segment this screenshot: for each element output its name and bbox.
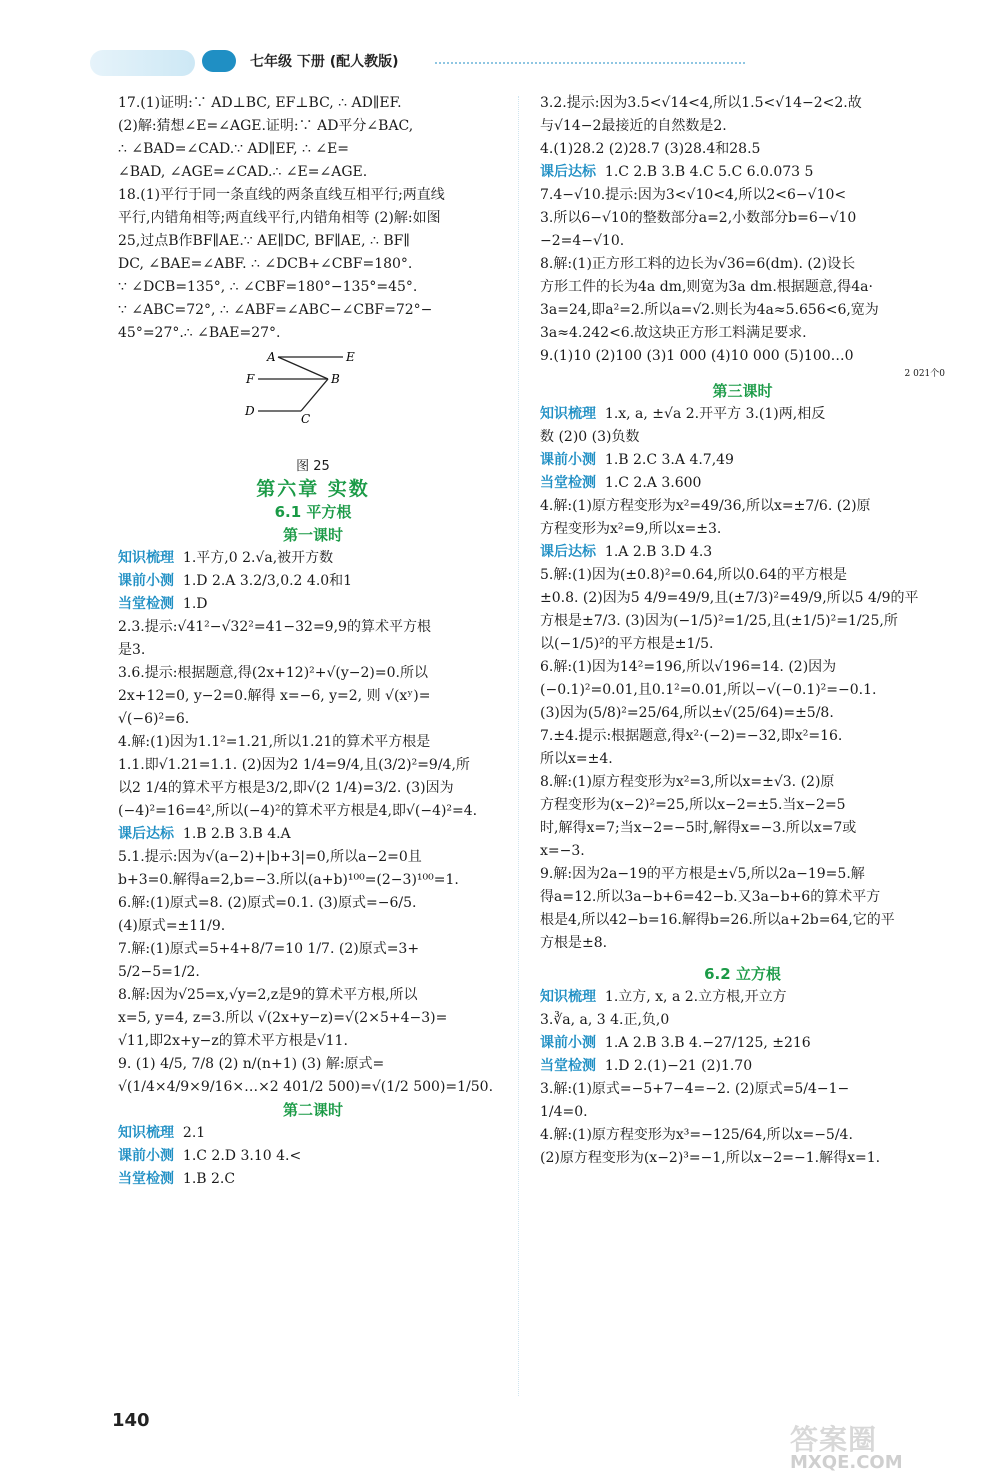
r4b-line: 4.解:(1)原方程变形为x²=49/36,所以x=±7/6. (2)原 [540, 498, 871, 514]
header-dotted-rule [435, 62, 745, 64]
heading-keqian: 课前小测 [540, 1035, 596, 1051]
q2-line: 是3. [118, 642, 146, 658]
answer-text: 2.1 [182, 1125, 206, 1141]
header-decor-band [90, 50, 195, 76]
r3c-line: 1/4=0. [540, 1104, 588, 1120]
r9b-line: 得a=12.所以3a−b+6=42−b.又3a−b+6的算术平方 [540, 889, 881, 905]
q8-line: 8.解:因为√25=x,√y=2,z是9的算术平方根,所以 [118, 987, 418, 1003]
r7-line: −2=4−√10. [540, 233, 625, 249]
header-title: 七年级 下册 (配人教版) [250, 54, 399, 70]
r3-line: 与√14−2最接近的自然数是2. [540, 118, 727, 134]
left-column [118, 92, 508, 1191]
q17-line: (2)解:猜想∠E=∠AGE.证明:∵ AD平分∠BAC, [118, 118, 414, 134]
heading-kehou: 课后达标 [118, 826, 174, 842]
r6-line: (3)因为(5/8)²=25/64,所以±√(25/64)=±5/8. [540, 705, 834, 721]
r4b-line: 方程变形为x²=9,所以x=±3. [540, 521, 722, 537]
figure-caption: 图 25 [296, 459, 330, 474]
r8b-line: x=−3. [540, 843, 585, 859]
answer-text: 1.B 2.C 3.A 4.7,49 [604, 452, 734, 468]
q8-line: x=5, y=4, z=3.所以 √(2x+y−z)=√(2×5+4−3)= [118, 1010, 448, 1026]
r8b-line: 时,解得x=7;当x−2=−5时,解得x=−3.所以x=7或 [540, 820, 857, 836]
answer-text: 1.B 2.C [182, 1171, 236, 1187]
q18-line: 25,过点B作BF∥AE.∵ AE∥DC, BF∥AE, ∴ BF∥ [118, 233, 410, 249]
heading-zhishi: 知识梳理 [118, 1125, 174, 1141]
label-d: D [245, 404, 255, 418]
r7-line: 7.4−√10.提示:因为3<√10<4,所以2<6−√10< [540, 187, 847, 203]
q4-line: 4.解:(1)因为1.1²=1.21,所以1.21的算术平方根是 [118, 734, 431, 750]
q3-line: √(−6)²=6. [118, 711, 190, 727]
answer-text: 1.D [182, 596, 208, 612]
heading-kehou: 课后达标 [540, 164, 596, 180]
figure-25 [118, 345, 508, 455]
series-logo-icon [202, 50, 236, 72]
right-column [540, 92, 945, 1170]
q8-line: √11,即2x+y−z的算术平方根是√11. [118, 1033, 348, 1049]
answer-text: 1.A 2.B 3.B 4.−27/125, ±216 [604, 1035, 811, 1051]
q7-line: 5/2−5=1/2. [118, 964, 200, 980]
r7b-line: 7.±4.提示:根据题意,得x²·(−2)=−32,即x²=16. [540, 728, 843, 744]
q3-line: 3.6.提示:根据题意,得(2x+12)²+√(y−2)=0.所以 [118, 665, 428, 681]
heading-keqian: 课前小测 [540, 452, 596, 468]
heading-kehou: 课后达标 [540, 544, 596, 560]
answer-text: 1.B 2.B 3.B 4.A [182, 826, 291, 842]
q4-line: (−4)²=16=4²,所以(−4)²的算术平方根是4,即√(−4)²=4. [118, 803, 478, 819]
lesson-title: 第二课时 [282, 1101, 343, 1119]
q6-line: 6.解:(1)原式=8. (2)原式=0.1. (3)原式=−6/5. [118, 895, 417, 911]
label-b: B [331, 372, 340, 386]
label-e: E [346, 350, 355, 364]
q17-line: ∠BAD, ∠AGE=∠CAD.∴ ∠E=∠AGE. [118, 164, 368, 180]
page-number: 140 [112, 1410, 150, 1431]
section-title: 6.1 平方根 [274, 503, 352, 521]
heading-zhishi: 知识梳理 [540, 989, 596, 1005]
heading-dangtang: 当堂检测 [118, 1171, 174, 1187]
r5-line: 方根是±7/3. (3)因为(−1/5)²=1/25,且(±1/5)²=1/25,所 [540, 613, 898, 629]
heading-dangtang: 当堂检测 [118, 596, 174, 612]
r7-line: 3.所以6−√10的整数部分a=2,小数部分b=6−√10 [540, 210, 857, 226]
r6-line: (−0.1)²=0.01,且0.1²=0.01,所以−√(−0.1)²=−0.1. [540, 682, 877, 698]
q4-line: 以2 1/4的算术平方根是3/2,即√(2 1/4)=3/2. (3)因为 [118, 780, 454, 796]
heading-zhishi: 知识梳理 [540, 406, 596, 422]
section-title: 6.2 立方根 [704, 965, 781, 983]
answer-text: 1.A 2.B 3.D 4.3 [604, 544, 713, 560]
q5-line: 5.1.提示:因为√(a−2)+|b+3|=0,所以a−2=0且 [118, 849, 422, 865]
lesson-title: 第三课时 [712, 382, 773, 400]
answer-text: 1.C 2.B 3.B 4.C 5.C 6.0.073 5 [604, 164, 814, 180]
q18-line: 平行,内错角相等;两直线平行,内错角相等 (2)解:如图 [118, 210, 441, 226]
r8-line: 8.解:(1)正方形工料的边长为√36=6(dm). (2)设长 [540, 256, 856, 272]
watermark-logo: 答案圈 [790, 1423, 878, 1456]
r4c-line: 4.解:(1)原方程变形为x³=−125/64,所以x=−5/4. [540, 1127, 853, 1143]
r4-line: 4.(1)28.2 (2)28.7 (3)28.4和28.5 [540, 141, 761, 157]
r9b-line: 方根是±8. [540, 935, 608, 951]
heading-dangtang: 当堂检测 [540, 1058, 596, 1074]
answer-text: 1.C 2.A 3.600 [604, 475, 702, 491]
r3-line: 3.2.提示:因为3.5<√14<4,所以1.5<√14−2<2.故 [540, 95, 862, 111]
answer-text: 1.x, a, ±√a 2.开平方 3.(1)两,相反 [604, 406, 826, 422]
q9-line: √(1/4×4/9×9/16×…×2 401/2 500)=√(1/2 500)=1/50. [118, 1079, 494, 1095]
q18-line: ∵ ∠DCB=135°, ∴ ∠CBF=180°−135°=45°. [118, 279, 418, 295]
answer-text: 1.C 2.D 3.10 4.< [182, 1148, 302, 1164]
q18-line: DC, ∠BAE=∠ABF. ∴ ∠DCB+∠CBF=180°. [118, 256, 413, 272]
heading-keqian: 课前小测 [118, 1148, 174, 1164]
q17-line: 17.(1)证明:∵ AD⊥BC, EF⊥BC, ∴ AD∥EF. [118, 95, 402, 111]
r5-line: ±0.8. (2)因为5 4/9=49/9,且(±7/3)²=49/9,所以5 4/9的平 [540, 590, 919, 606]
page-header [90, 42, 910, 84]
r8b-line: 8.解:(1)原方程变形为x²=3,所以x=±√3. (2)原 [540, 774, 835, 790]
q17-line: ∴ ∠BAD=∠CAD.∵ AD∥EF, ∴ ∠E= [118, 141, 350, 157]
r9-line: 9.(1)10 (2)100 (3)1 000 (4)10 000 (5)100…0 [540, 348, 854, 364]
watermark-url: MXQE.COM [790, 1452, 903, 1473]
q9-line: 9. (1) 4/5, 7/8 (2) n/(n+1) (3) 解:原式= [118, 1056, 385, 1072]
r7b-line: 所以x=±4. [540, 751, 613, 767]
r9b-line: 根是4,所以42−b=16.解得b=26.所以a+2b=64,它的平 [540, 912, 895, 928]
label-f: F [246, 372, 255, 386]
label-a: A [267, 350, 276, 364]
answer-text: 数 (2)0 (3)负数 [540, 429, 640, 445]
q5-line: b+3=0.解得a=2,b=−3.所以(a+b)¹⁰⁰=(2−3)¹⁰⁰=1. [118, 872, 459, 888]
q2-line: 2.3.提示:√41²−√32²=41−32=9,9的算术平方根 [118, 619, 431, 635]
r8-line: 方形工件的长为4a dm,则宽为3a dm.根据题意,得4a· [540, 279, 873, 295]
q18-line: 18.(1)平行于同一条直线的两条直线互相平行;两直线 [118, 187, 445, 203]
r9b-line: 9.解:因为2a−19的平方根是±√5,所以2a−19=5.解 [540, 866, 865, 882]
answer-text: 1.平方,0 2.√a,被开方数 [182, 550, 334, 566]
column-divider [518, 96, 519, 1396]
r5-line: 以(−1/5)²的平方根是±1/5. [540, 636, 714, 652]
r8-line: 3a≈4.242<6.故这块正方形工料满足要求. [540, 325, 807, 341]
q18-line: 45°=27°.∴ ∠BAE=27°. [118, 325, 281, 341]
heading-dangtang: 当堂检测 [540, 475, 596, 491]
answer-text: 1.D 2.A 3.2/3,0.2 4.0和1 [182, 573, 353, 589]
q3-line: 2x+12=0, y−2=0.解得 x=−6, y=2, 则 √(xʸ)= [118, 688, 431, 704]
r4c-line: (2)原方程变形为(x−2)³=−1,所以x−2=−1.解得x=1. [540, 1150, 881, 1166]
r9-note: 2 021个0 [904, 369, 945, 379]
label-c: C [301, 412, 311, 426]
q6-line: (4)原式=±11/9. [118, 918, 226, 934]
answer-text: 1.立方, x, a 2.立方根,开立方 [604, 989, 787, 1005]
figure-25-diagram [118, 345, 508, 455]
r3c-line: 3.解:(1)原式=−5+7−4=−2. (2)原式=5/4−1− [540, 1081, 850, 1097]
r8b-line: 方程变形为(x−2)²=25,所以x−2=±5.当x−2=5 [540, 797, 846, 813]
q18-line: ∵ ∠ABC=72°, ∴ ∠ABF=∠ABC−∠CBF=72°− [118, 302, 433, 318]
heading-zhishi: 知识梳理 [118, 550, 174, 566]
answer-text: 1.D 2.(1)−21 (2)1.70 [604, 1058, 753, 1074]
lesson-title: 第一课时 [282, 526, 343, 544]
q4-line: 1.1.即√1.21=1.1. (2)因为2 1/4=9/4,且(3/2)²=9/4,所 [118, 757, 470, 773]
r5-line: 5.解:(1)因为(±0.8)²=0.64,所以0.64的平方根是 [540, 567, 847, 583]
answer-text: 3.∛a, a, 3 4.正,负,0 [540, 1012, 670, 1028]
chapter-title: 第六章 实数 [256, 478, 370, 500]
q7-line: 7.解:(1)原式=5+4+8/7=10 1/7. (2)原式=3+ [118, 941, 420, 957]
r8-line: 3a=24,即a²=2.所以a=√2.则长为4a≈5.656<6,宽为 [540, 302, 879, 318]
heading-keqian: 课前小测 [118, 573, 174, 589]
r6-line: 6.解:(1)因为14²=196,所以√196=14. (2)因为 [540, 659, 837, 675]
